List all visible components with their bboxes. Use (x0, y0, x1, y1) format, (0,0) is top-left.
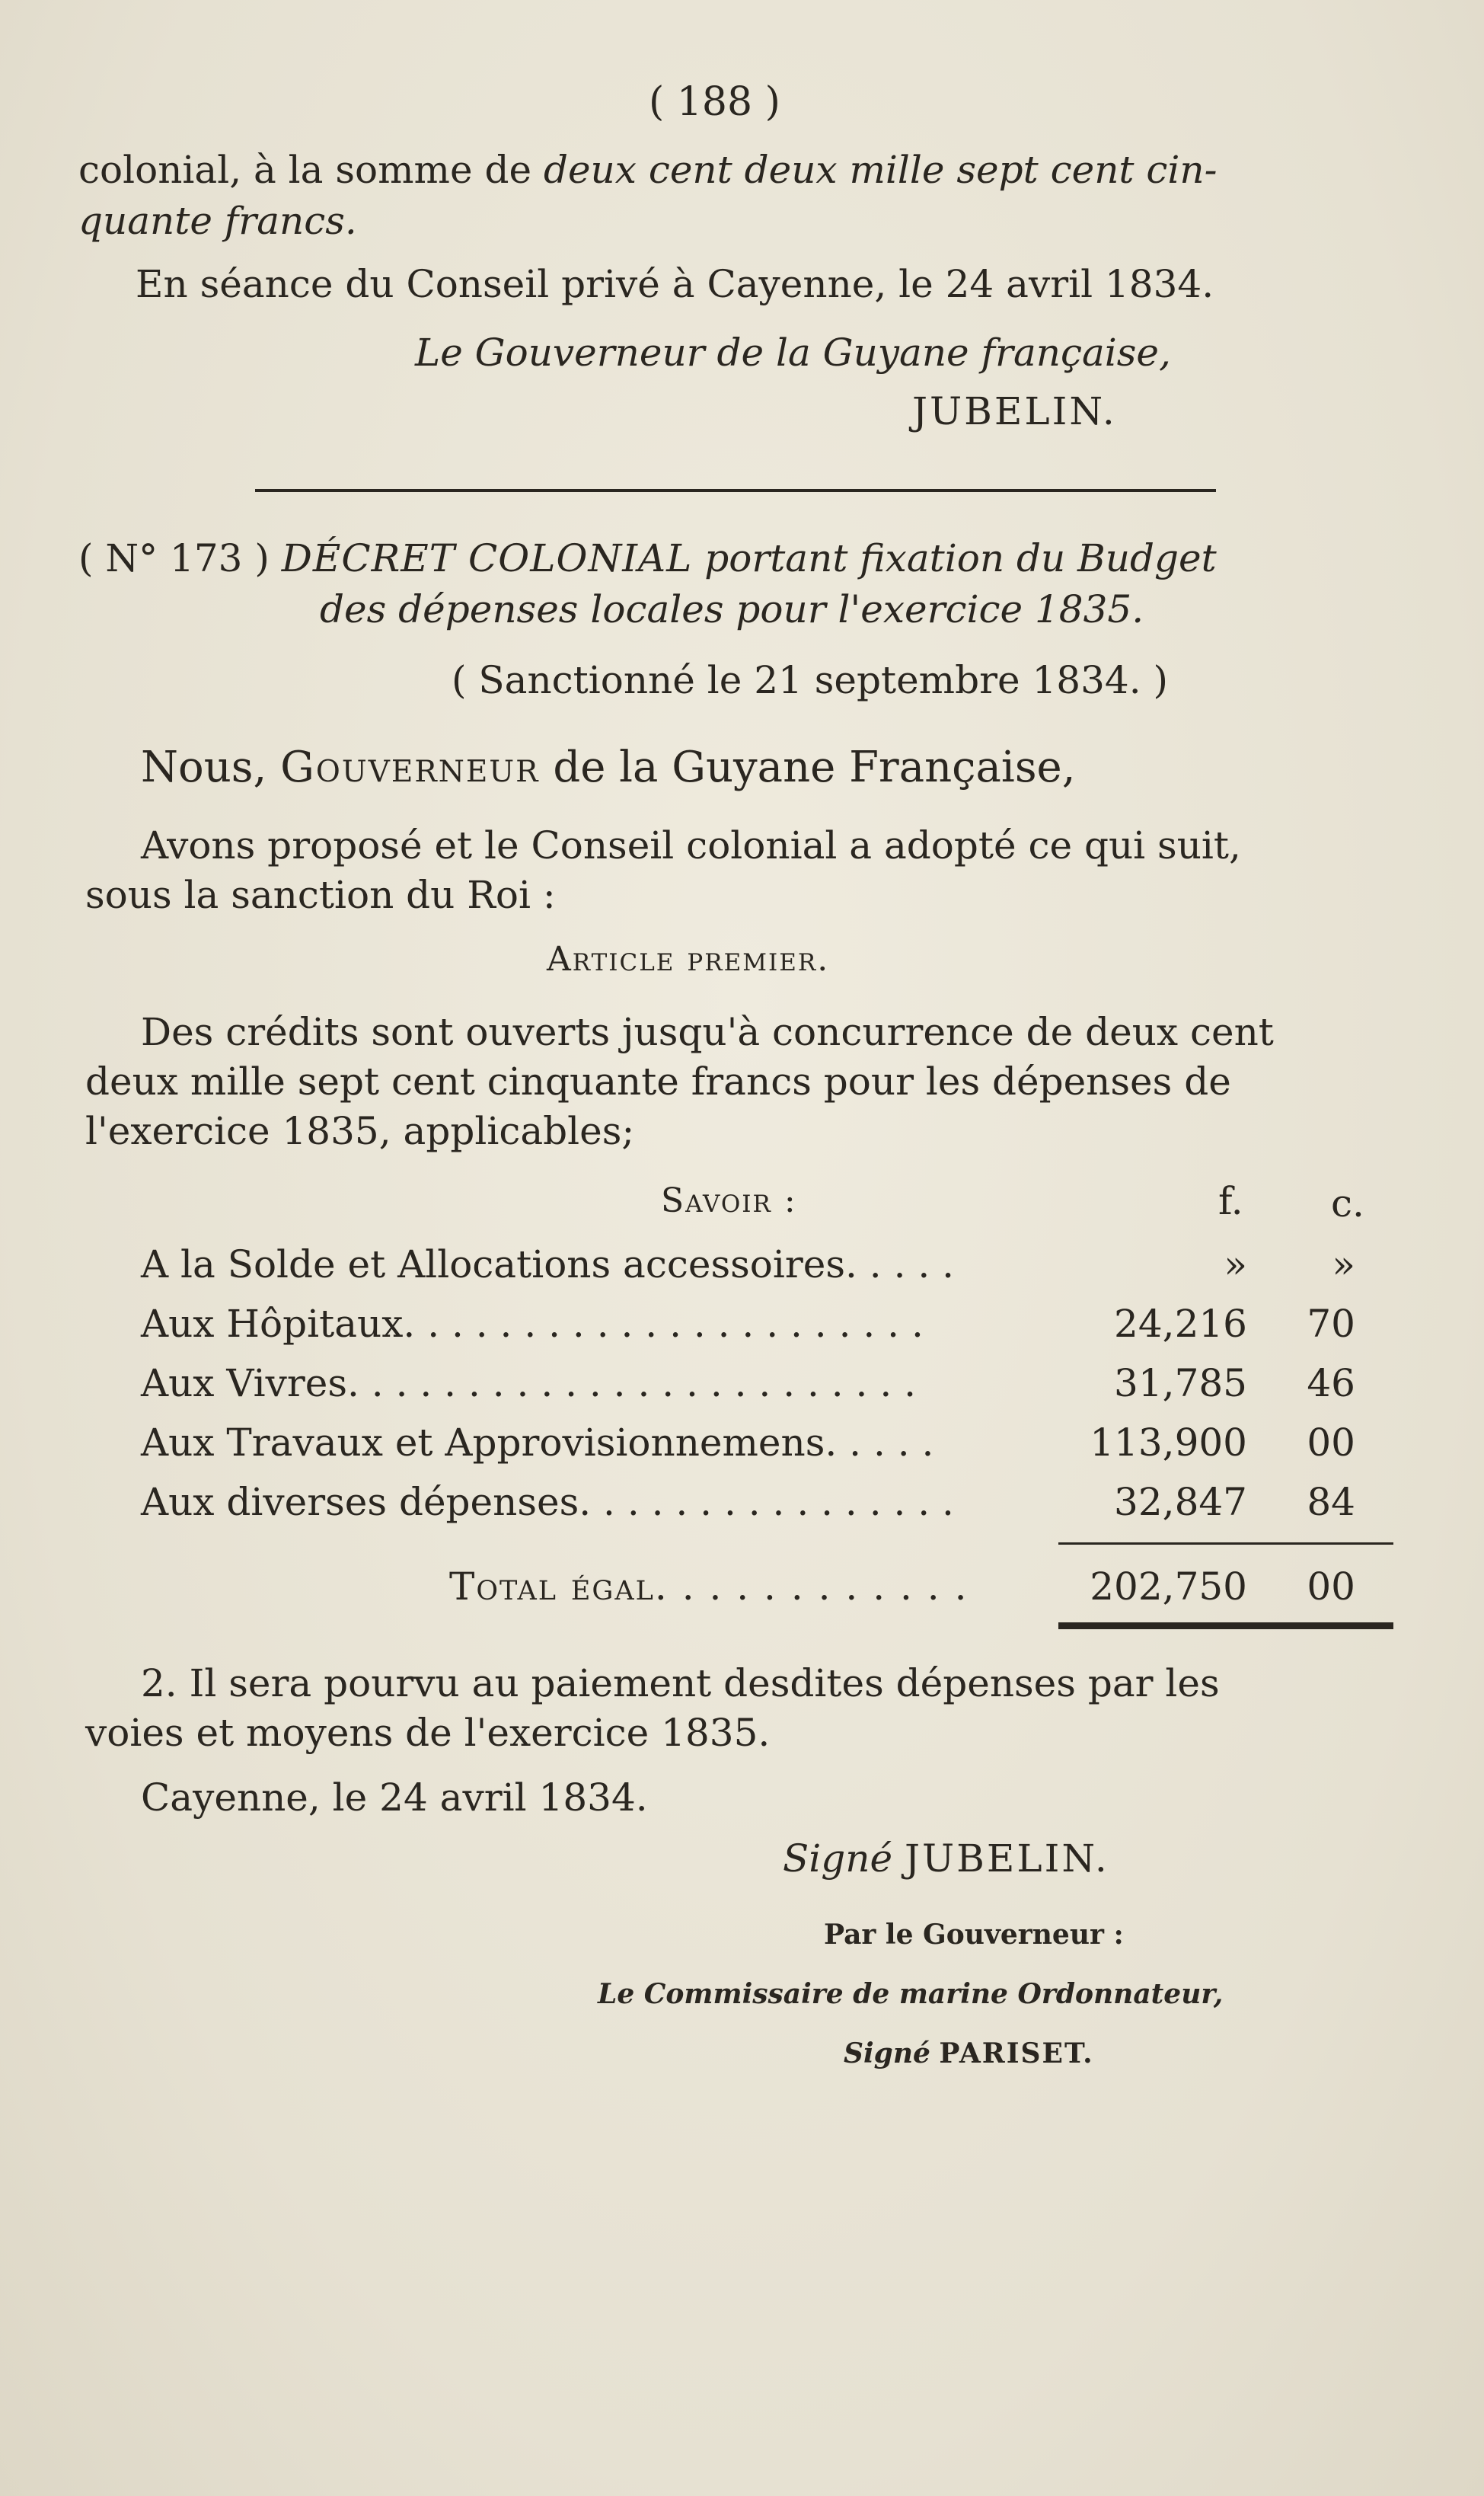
decree-title-caps: DÉCRET COLONIAL (281, 536, 693, 580)
budget-row-centimes: 00 (1307, 1421, 1355, 1465)
budget-row-centimes: 70 (1307, 1302, 1355, 1346)
budget-row-label: A la Solde et Allocations accessoires. . . . . (141, 1242, 955, 1286)
total-rule (1058, 1542, 1393, 1545)
signature2-line (844, 2037, 1094, 2069)
budget-row-label: Aux diverses dépenses. . . . . . . . . . . . . . . . (141, 1480, 954, 1524)
decree-intro (141, 743, 1076, 792)
budget-row-label: Aux Hôpitaux. . . . . . . . . . . . . . . . . . . . . . (141, 1302, 924, 1346)
budget-row-label: Aux Travaux et Approvisionnemens. . . . . (141, 1421, 934, 1465)
art1-line1: Des crédits sont ouverts jusqu'à concurrence de deux cent (141, 1010, 1274, 1054)
par-gouverneur: Par le Gouverneur : (824, 1919, 1124, 1951)
col-header-centimes: c. (1331, 1181, 1364, 1226)
prev-text-line1 (78, 148, 1218, 192)
commissaire-line: Le Commissaire de marine Ordonnateur, (598, 1978, 1224, 2010)
total-centimes: 00 (1307, 1564, 1355, 1609)
col-header-francs: f. (1218, 1179, 1243, 1223)
budget-row-label: Aux Vivres. . . . . . . . . . . . . . . . . . . . . . . . (141, 1361, 917, 1405)
budget-row-centimes: 46 (1307, 1361, 1355, 1405)
budget-row-francs: » (1224, 1242, 1247, 1286)
section-divider (255, 489, 1216, 492)
avons-line2: sous la sanction du Roi : (85, 873, 556, 917)
budget-row-centimes: » (1332, 1242, 1355, 1286)
article-heading: Article premier. (547, 940, 830, 979)
decree-heading-line1 (78, 536, 1217, 580)
budget-row-francs: 113,900 (1090, 1421, 1247, 1465)
prev-text-line2: quante francs. (78, 199, 357, 243)
intro-nous: Nous, (141, 743, 267, 792)
avons-line1: Avons proposé et le Conseil colonial a adopté ce qui suit, (141, 823, 1241, 868)
page-number: ( 188 ) (649, 79, 780, 125)
budget-row-francs: 24,216 (1114, 1302, 1247, 1346)
signe-label: Signé (783, 1836, 893, 1881)
prev-line1-italic: deux cent deux mille sept cent cin- (543, 148, 1218, 192)
signe2-label: Signé (844, 2037, 930, 2069)
signe2-name: PARISET. (939, 2037, 1094, 2069)
savoir-label: Savoir : (661, 1181, 797, 1220)
intro-rest: de la Guyane Française, (553, 743, 1076, 792)
decree-title-rest: portant fixation du Budget (704, 536, 1217, 580)
date-line: Cayenne, le 24 avril 1834. (141, 1775, 648, 1820)
decree-sanction: ( Sanctionné le 21 septembre 1834. ) (452, 658, 1169, 702)
prev-line1-roman: colonial, à la somme de (78, 148, 532, 192)
prev-signatory-title: Le Gouverneur de la Guyane française, (415, 331, 1171, 375)
prev-seance-line: En séance du Conseil privé à Cayenne, le 24 avril 1834. (136, 262, 1214, 306)
budget-row-centimes: 84 (1307, 1480, 1355, 1524)
total-label: Total égal. . . . . . . . . . . . (449, 1564, 969, 1609)
art2-line1: 2. Il sera pourvu au paiement desdites dépenses par les (141, 1661, 1220, 1705)
signe-name: JUBELIN. (904, 1836, 1109, 1881)
budget-row-francs: 31,785 (1114, 1361, 1247, 1405)
total-francs: 202,750 (1090, 1564, 1247, 1609)
signature-line (783, 1836, 1109, 1881)
art1-line3: l'exercice 1835, applicables; (85, 1109, 635, 1153)
budget-row-francs: 32,847 (1114, 1480, 1247, 1524)
art1-line2: deux mille sept cent cinquante francs pour les dépenses de (85, 1059, 1231, 1104)
decree-number: ( N° 173 ) (78, 536, 270, 580)
total-double-rule (1058, 1622, 1393, 1629)
decree-heading-line2: des dépenses locales pour l'exercice 1835. (320, 587, 1144, 631)
prev-signatory-name: JUBELIN. (912, 389, 1117, 433)
art2-line2: voies et moyens de l'exercice 1835. (85, 1711, 771, 1755)
intro-gouverneur: Gouverneur (280, 743, 540, 792)
